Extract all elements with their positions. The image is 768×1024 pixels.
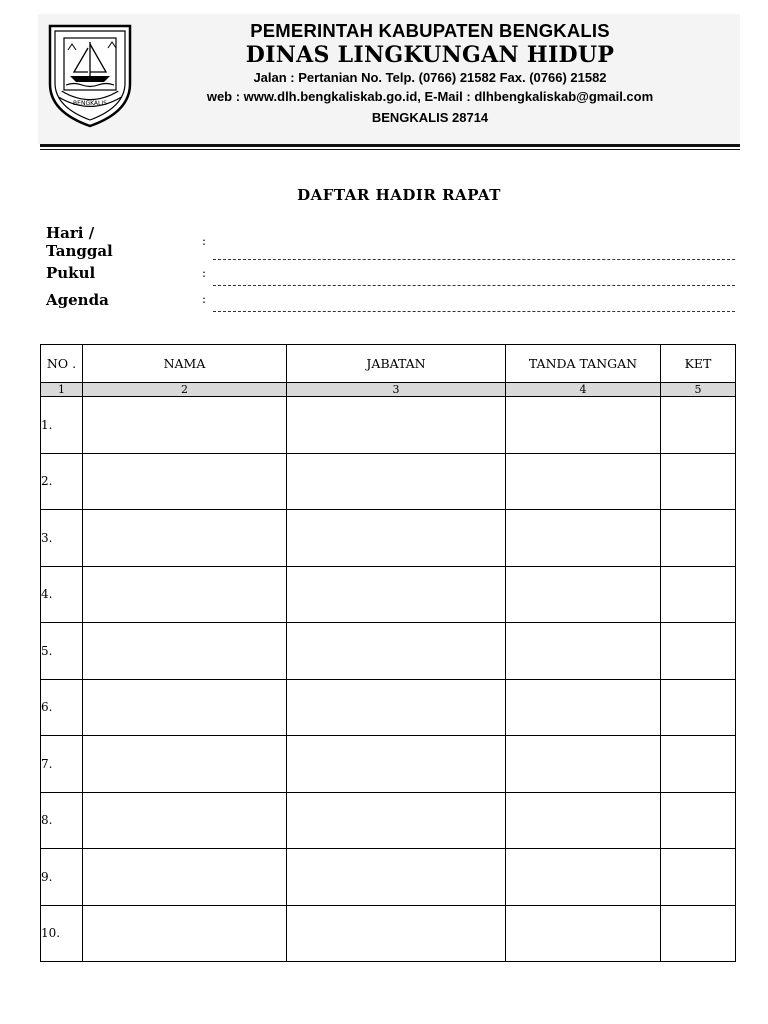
- nama-cell[interactable]: [83, 453, 287, 510]
- nama-cell[interactable]: [83, 397, 287, 454]
- column-number: 5: [661, 383, 736, 397]
- jabatan-cell[interactable]: [287, 623, 506, 680]
- ket-cell[interactable]: [661, 397, 736, 454]
- ket-cell[interactable]: [661, 510, 736, 567]
- column-number: 2: [83, 383, 287, 397]
- tanda-tangan-cell[interactable]: [506, 566, 661, 623]
- header-tanda-tangan: TANDA TANGAN: [506, 345, 661, 383]
- letterhead-divider-thin: [40, 149, 740, 150]
- table-row: [41, 736, 736, 793]
- table-row: [41, 510, 736, 567]
- ket-cell[interactable]: [661, 453, 736, 510]
- date-fill-line[interactable]: [213, 259, 735, 260]
- row-number: 8.: [41, 792, 83, 849]
- ket-cell[interactable]: [661, 905, 736, 962]
- nama-cell[interactable]: [83, 736, 287, 793]
- header-jabatan: JABATAN: [287, 345, 506, 383]
- table-header-row: [41, 345, 736, 383]
- field-colon-time: :: [202, 266, 207, 280]
- ket-cell[interactable]: [661, 736, 736, 793]
- nama-cell[interactable]: [83, 849, 287, 906]
- table-row: [41, 679, 736, 736]
- field-label-agenda: Agenda: [46, 291, 109, 309]
- jabatan-cell[interactable]: [287, 510, 506, 567]
- government-name: PEMERINTAH KABUPATEN BENGKALIS: [250, 20, 610, 41]
- header-no: NO .: [41, 345, 83, 383]
- tanda-tangan-cell[interactable]: [506, 679, 661, 736]
- row-number: 10.: [41, 905, 83, 962]
- nama-cell[interactable]: [83, 792, 287, 849]
- agency-address: Jalan : Pertanian No. Telp. (0766) 21582 Fax. (0766) 21582: [253, 70, 607, 85]
- column-number: 1: [41, 383, 83, 397]
- nama-cell[interactable]: [83, 623, 287, 680]
- row-number: 4.: [41, 566, 83, 623]
- agency-city-postcode: BENGKALIS 28714: [371, 110, 489, 125]
- attendance-table: [40, 344, 736, 962]
- jabatan-cell[interactable]: [287, 679, 506, 736]
- table-row: [41, 453, 736, 510]
- nama-cell[interactable]: [83, 510, 287, 567]
- header-ket: KET: [661, 345, 736, 383]
- row-number: 3.: [41, 510, 83, 567]
- agency-name: DINAS LINGKUNGAN HIDUP: [245, 42, 615, 68]
- time-fill-line[interactable]: [213, 285, 735, 286]
- jabatan-cell[interactable]: [287, 566, 506, 623]
- nama-cell[interactable]: [83, 566, 287, 623]
- table-row: [41, 623, 736, 680]
- nama-cell[interactable]: [83, 679, 287, 736]
- row-number: 5.: [41, 623, 83, 680]
- row-number: 9.: [41, 849, 83, 906]
- field-label-time: Pukul: [46, 264, 96, 282]
- nama-cell[interactable]: [83, 905, 287, 962]
- letterhead-divider-thick: [40, 144, 740, 147]
- document-title: DAFTAR HADIR RAPAT: [297, 186, 501, 204]
- jabatan-cell[interactable]: [287, 905, 506, 962]
- column-number: 4: [506, 383, 661, 397]
- ket-cell[interactable]: [661, 849, 736, 906]
- ket-cell[interactable]: [661, 792, 736, 849]
- row-number: 2.: [41, 453, 83, 510]
- jabatan-cell[interactable]: [287, 453, 506, 510]
- row-number: 1.: [41, 397, 83, 454]
- regency-emblem-logo: [44, 22, 136, 130]
- ket-cell[interactable]: [661, 566, 736, 623]
- agenda-fill-line[interactable]: [213, 311, 735, 312]
- header-nama: NAMA: [83, 345, 287, 383]
- table-row: [41, 792, 736, 849]
- table-row: [41, 397, 736, 454]
- tanda-tangan-cell[interactable]: [506, 510, 661, 567]
- jabatan-cell[interactable]: [287, 736, 506, 793]
- field-colon-date: :: [202, 234, 207, 248]
- logo-ribbon-text: BENGKALIS: [73, 100, 107, 107]
- table-row: [41, 566, 736, 623]
- jabatan-cell[interactable]: [287, 849, 506, 906]
- tanda-tangan-cell[interactable]: [506, 792, 661, 849]
- row-number: 6.: [41, 679, 83, 736]
- tanda-tangan-cell[interactable]: [506, 849, 661, 906]
- ket-cell[interactable]: [661, 679, 736, 736]
- jabatan-cell[interactable]: [287, 397, 506, 454]
- agency-web-email: web : www.dlh.bengkaliskab.go.id, E-Mail : dlhbengkaliskab@gmail.com: [206, 89, 654, 104]
- ket-cell[interactable]: [661, 623, 736, 680]
- jabatan-cell[interactable]: [287, 792, 506, 849]
- tanda-tangan-cell[interactable]: [506, 905, 661, 962]
- table-row: [41, 849, 736, 906]
- tanda-tangan-cell[interactable]: [506, 397, 661, 454]
- table-row: [41, 905, 736, 962]
- tanda-tangan-cell[interactable]: [506, 453, 661, 510]
- column-number-row: [41, 383, 736, 397]
- letterhead-text: [150, 20, 710, 127]
- tanda-tangan-cell[interactable]: [506, 623, 661, 680]
- field-label-date: Hari / Tanggal: [46, 224, 113, 260]
- row-number: 7.: [41, 736, 83, 793]
- field-colon-agenda: :: [202, 292, 207, 306]
- column-number: 3: [287, 383, 506, 397]
- tanda-tangan-cell[interactable]: [506, 736, 661, 793]
